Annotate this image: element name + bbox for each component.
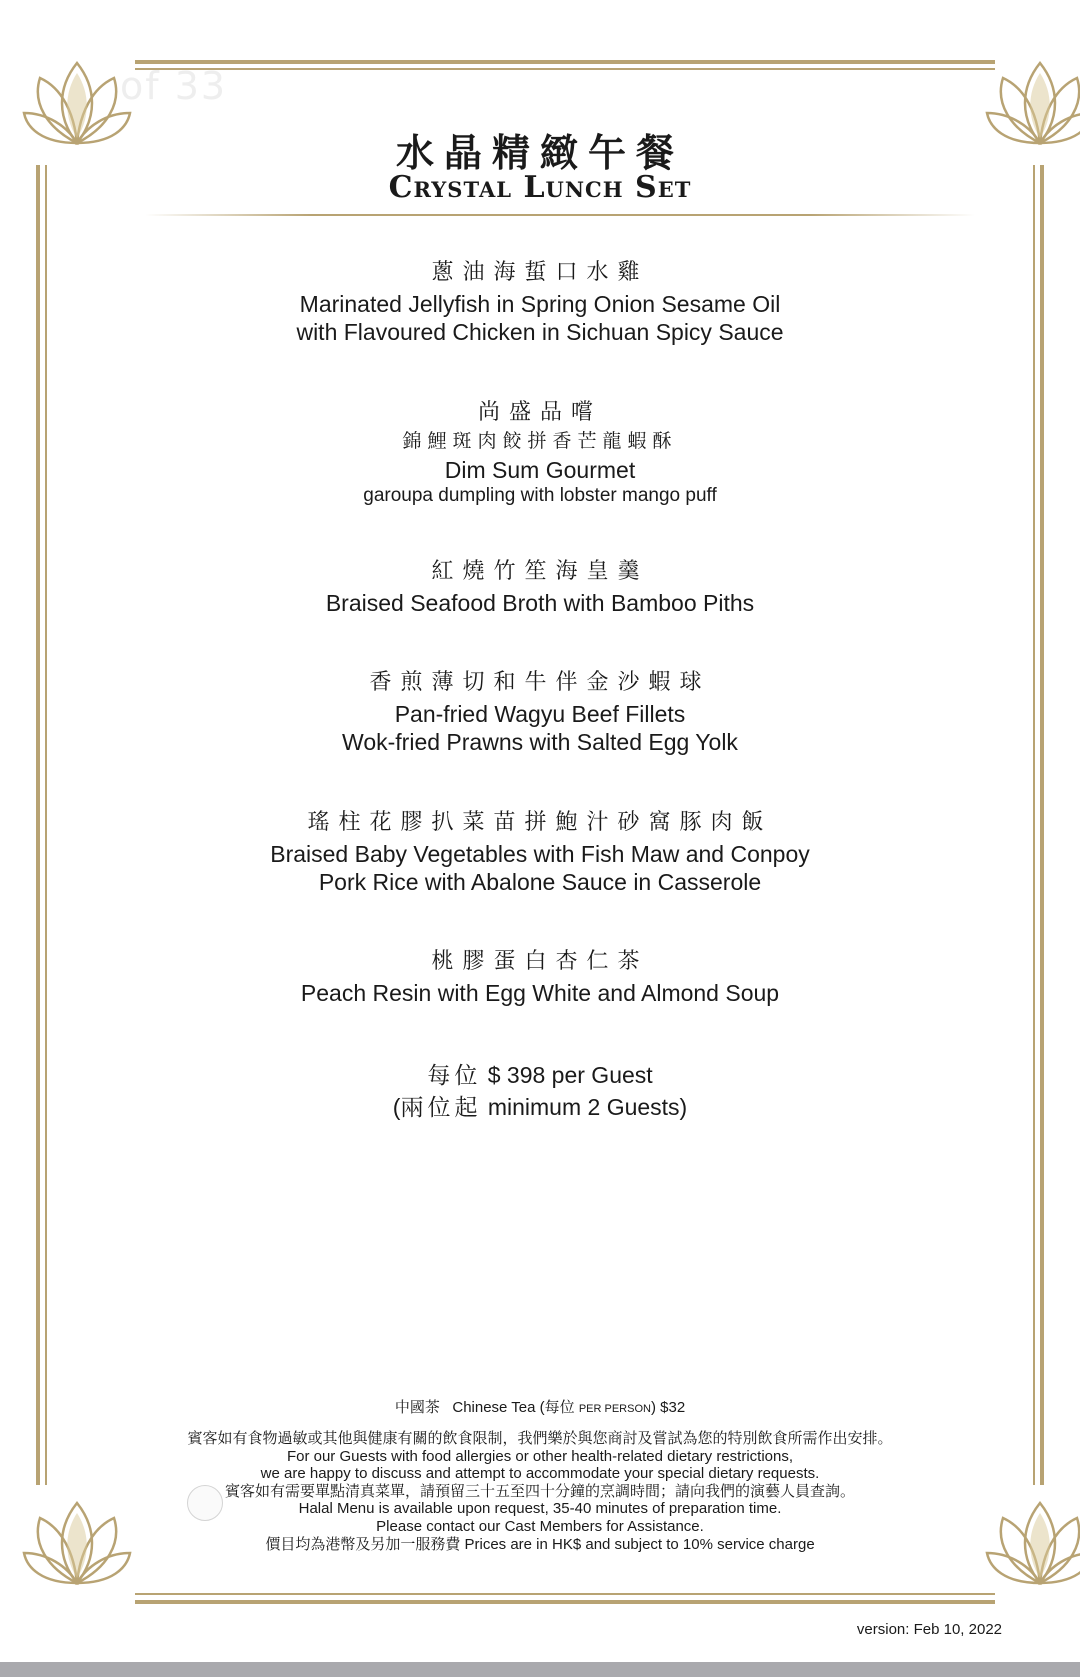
course-name-en: Braised Seafood Broth with Bamboo Piths	[325, 590, 755, 616]
course-name-en: Pan-fried Wagyu Beef Fillets	[394, 701, 686, 727]
course-6	[0, 947, 1080, 1007]
minimum-guests-zh: 兩位起	[400, 1094, 482, 1120]
price-per-guest-zh: 每位	[427, 1062, 482, 1088]
halal-seal-icon	[187, 1485, 223, 1521]
note-line: 賓客如有需要單點清真菜單，請預留三十五至四十分鐘的烹調時間；請向我們的演藝人員查詢。	[224, 1482, 855, 1500]
course-name-zh: 桃膠蛋白杏仁茶	[431, 949, 649, 974]
course-1	[0, 258, 1080, 346]
tea-charge	[0, 1396, 1080, 1417]
note-line: 價目均為港幣及另加一服務費 Prices are in HK$ and subject to 10% service charge	[265, 1535, 815, 1553]
title-divider	[145, 214, 975, 216]
minimum-guests-en: minimum 2 Guests)	[487, 1094, 688, 1120]
note-line: Please contact our Cast Members for Assistance.	[376, 1517, 704, 1535]
menu-title-english: Crystal Lunch Set	[388, 170, 692, 205]
course-name-zh: 紅燒竹笙海皇羹	[431, 559, 649, 584]
page-count-watermark: of 33	[120, 64, 228, 108]
course-name-en: Dim Sum Gourmet	[444, 457, 636, 483]
course-name-zh: 瑤柱花膠扒菜苗拼鮑汁砂窩豚肉飯	[307, 810, 773, 835]
course-name-zh: 香煎薄切和牛伴金沙蝦球	[369, 670, 711, 695]
frame-top-outer	[135, 60, 995, 64]
tea-label-en: Chinese Tea (	[452, 1399, 545, 1416]
course-5	[0, 808, 1080, 896]
course-name-zh: 蔥油海蜇口水雞	[431, 260, 649, 285]
tea-per-en: PER PERSON	[578, 1403, 651, 1415]
version-date: version: Feb 10, 2022	[856, 1621, 1002, 1638]
tea-per-zh: 每位	[544, 1399, 575, 1416]
menu-title-chinese: 水晶精緻午餐	[395, 131, 684, 175]
tea-price: ) $32	[650, 1399, 686, 1416]
price-per-guest-en: $ 398 per Guest	[487, 1062, 653, 1088]
course-name-en: Wok-fried Prawns with Salted Egg Yolk	[342, 729, 738, 755]
course-name-en: Marinated Jellyfish in Spring Onion Sesame Oil	[299, 291, 781, 317]
note-line: 賓客如有食物過敏或其他與健康有關的飲食限制，我們樂於與您商討及嘗試為您的特別飲食所需作出安排。	[187, 1430, 893, 1447]
course-name-en: Pork Rice with Abalone Sauce in Casserole	[318, 869, 762, 895]
course-4	[0, 668, 1080, 756]
tea-label-zh: 中國茶	[394, 1399, 440, 1416]
course-name-en: Braised Baby Vegetables with Fish Maw and Conpoy	[270, 841, 810, 867]
note-line: we are happy to discuss and attempt to accommodate your special dietary requests.	[260, 1465, 820, 1483]
course-subname-en: garoupa dumpling with lobster mango puff	[363, 485, 717, 506]
frame-top-inner	[135, 68, 995, 70]
course-name-en: Peach Resin with Egg White and Almond Soup	[300, 980, 780, 1006]
course-2	[0, 398, 1080, 508]
frame-bottom-inner	[135, 1593, 995, 1595]
course-name-en: with Flavoured Chicken in Sichuan Spicy Sauce	[296, 319, 784, 345]
course-3	[0, 557, 1080, 617]
viewer-bottom-bar	[0, 1662, 1080, 1677]
frame-bottom-outer	[135, 1600, 995, 1604]
dietary-notes	[0, 1430, 1080, 1553]
set-price	[0, 1059, 1080, 1123]
course-name-zh: 尚盛品嚐	[477, 400, 602, 425]
minimum-guests-open: (	[392, 1094, 401, 1120]
note-line: For our Guests with food allergies or other health-related dietary restrictions,	[286, 1447, 794, 1465]
course-subname-zh: 錦鯉斑肉餃拼香芒龍蝦酥	[402, 430, 678, 452]
note-line: Halal Menu is available upon request, 35-40 minutes of preparation time.	[298, 1500, 782, 1518]
